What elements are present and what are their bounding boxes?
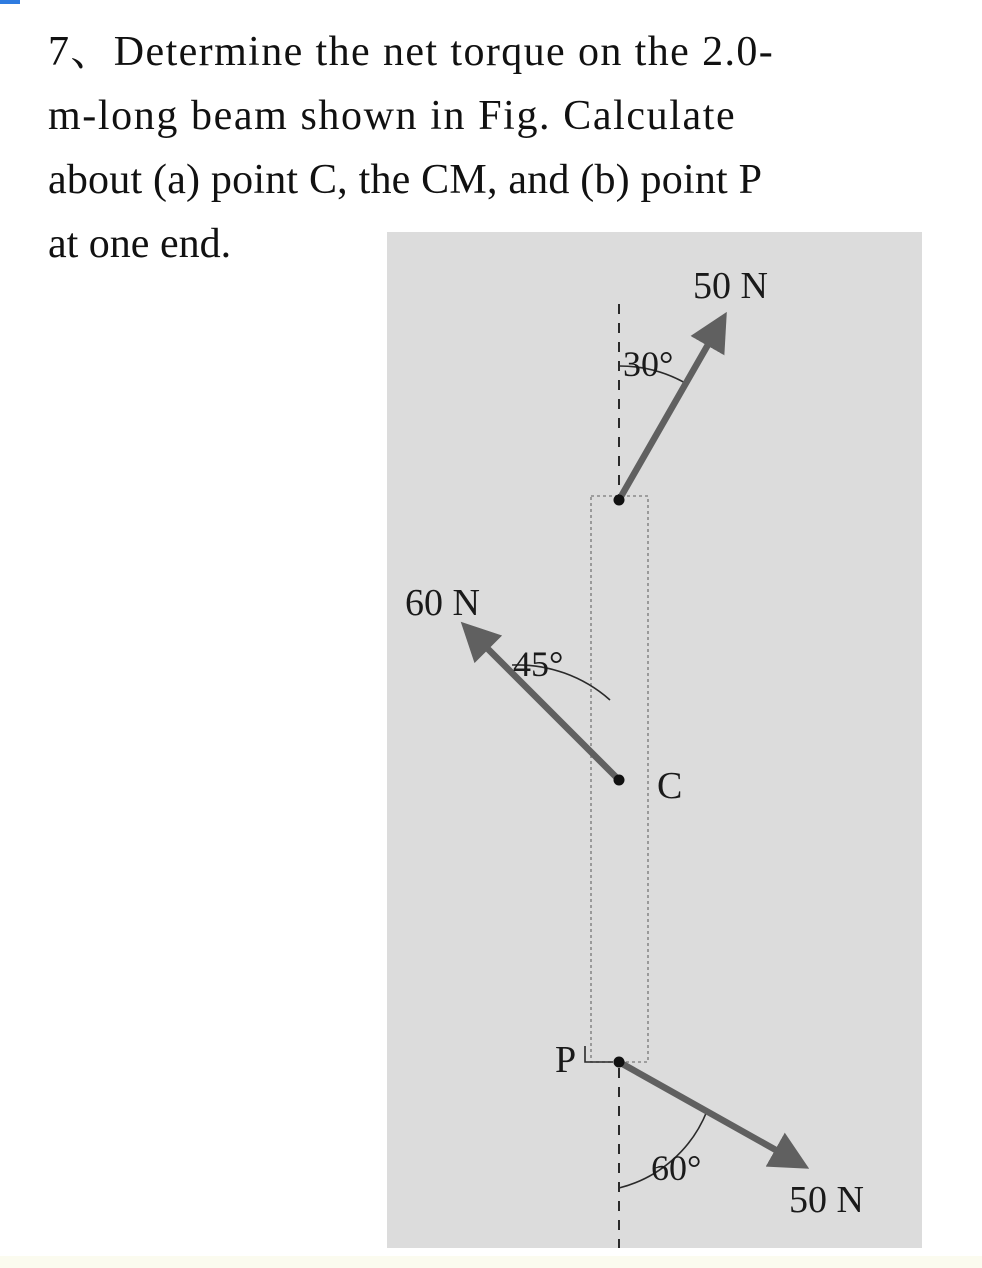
top-end-point <box>614 495 625 506</box>
angle-label-bottom: 60° <box>651 1148 702 1188</box>
bottom-strip <box>0 1256 982 1268</box>
point-c-dot <box>614 775 625 786</box>
angle-label-middle: 45° <box>513 644 564 684</box>
point-p-label: P <box>555 1039 577 1081</box>
question-line: about (a) point C, the CM, and (b) point P <box>48 157 763 203</box>
question-line: m-long beam shown in Fig. Calculate <box>48 93 737 139</box>
beam-figure <box>387 232 922 1248</box>
corner-accent <box>0 0 20 4</box>
point-c-label: C <box>657 765 683 807</box>
point-p-leader <box>585 1046 613 1062</box>
force-label-middle: 60 N <box>405 582 480 624</box>
question-line: 7、Determine the net torque on the 2.0- <box>48 29 775 75</box>
force-label-bottom: 50 N <box>789 1179 864 1221</box>
force-label-top: 50 N <box>693 265 768 307</box>
angle-label-top: 30° <box>623 344 674 384</box>
point-p-dot <box>614 1057 625 1068</box>
force-arrow-bottom <box>619 1062 799 1163</box>
beam-diagram <box>387 232 922 1248</box>
question-line: at one end. <box>48 221 232 267</box>
